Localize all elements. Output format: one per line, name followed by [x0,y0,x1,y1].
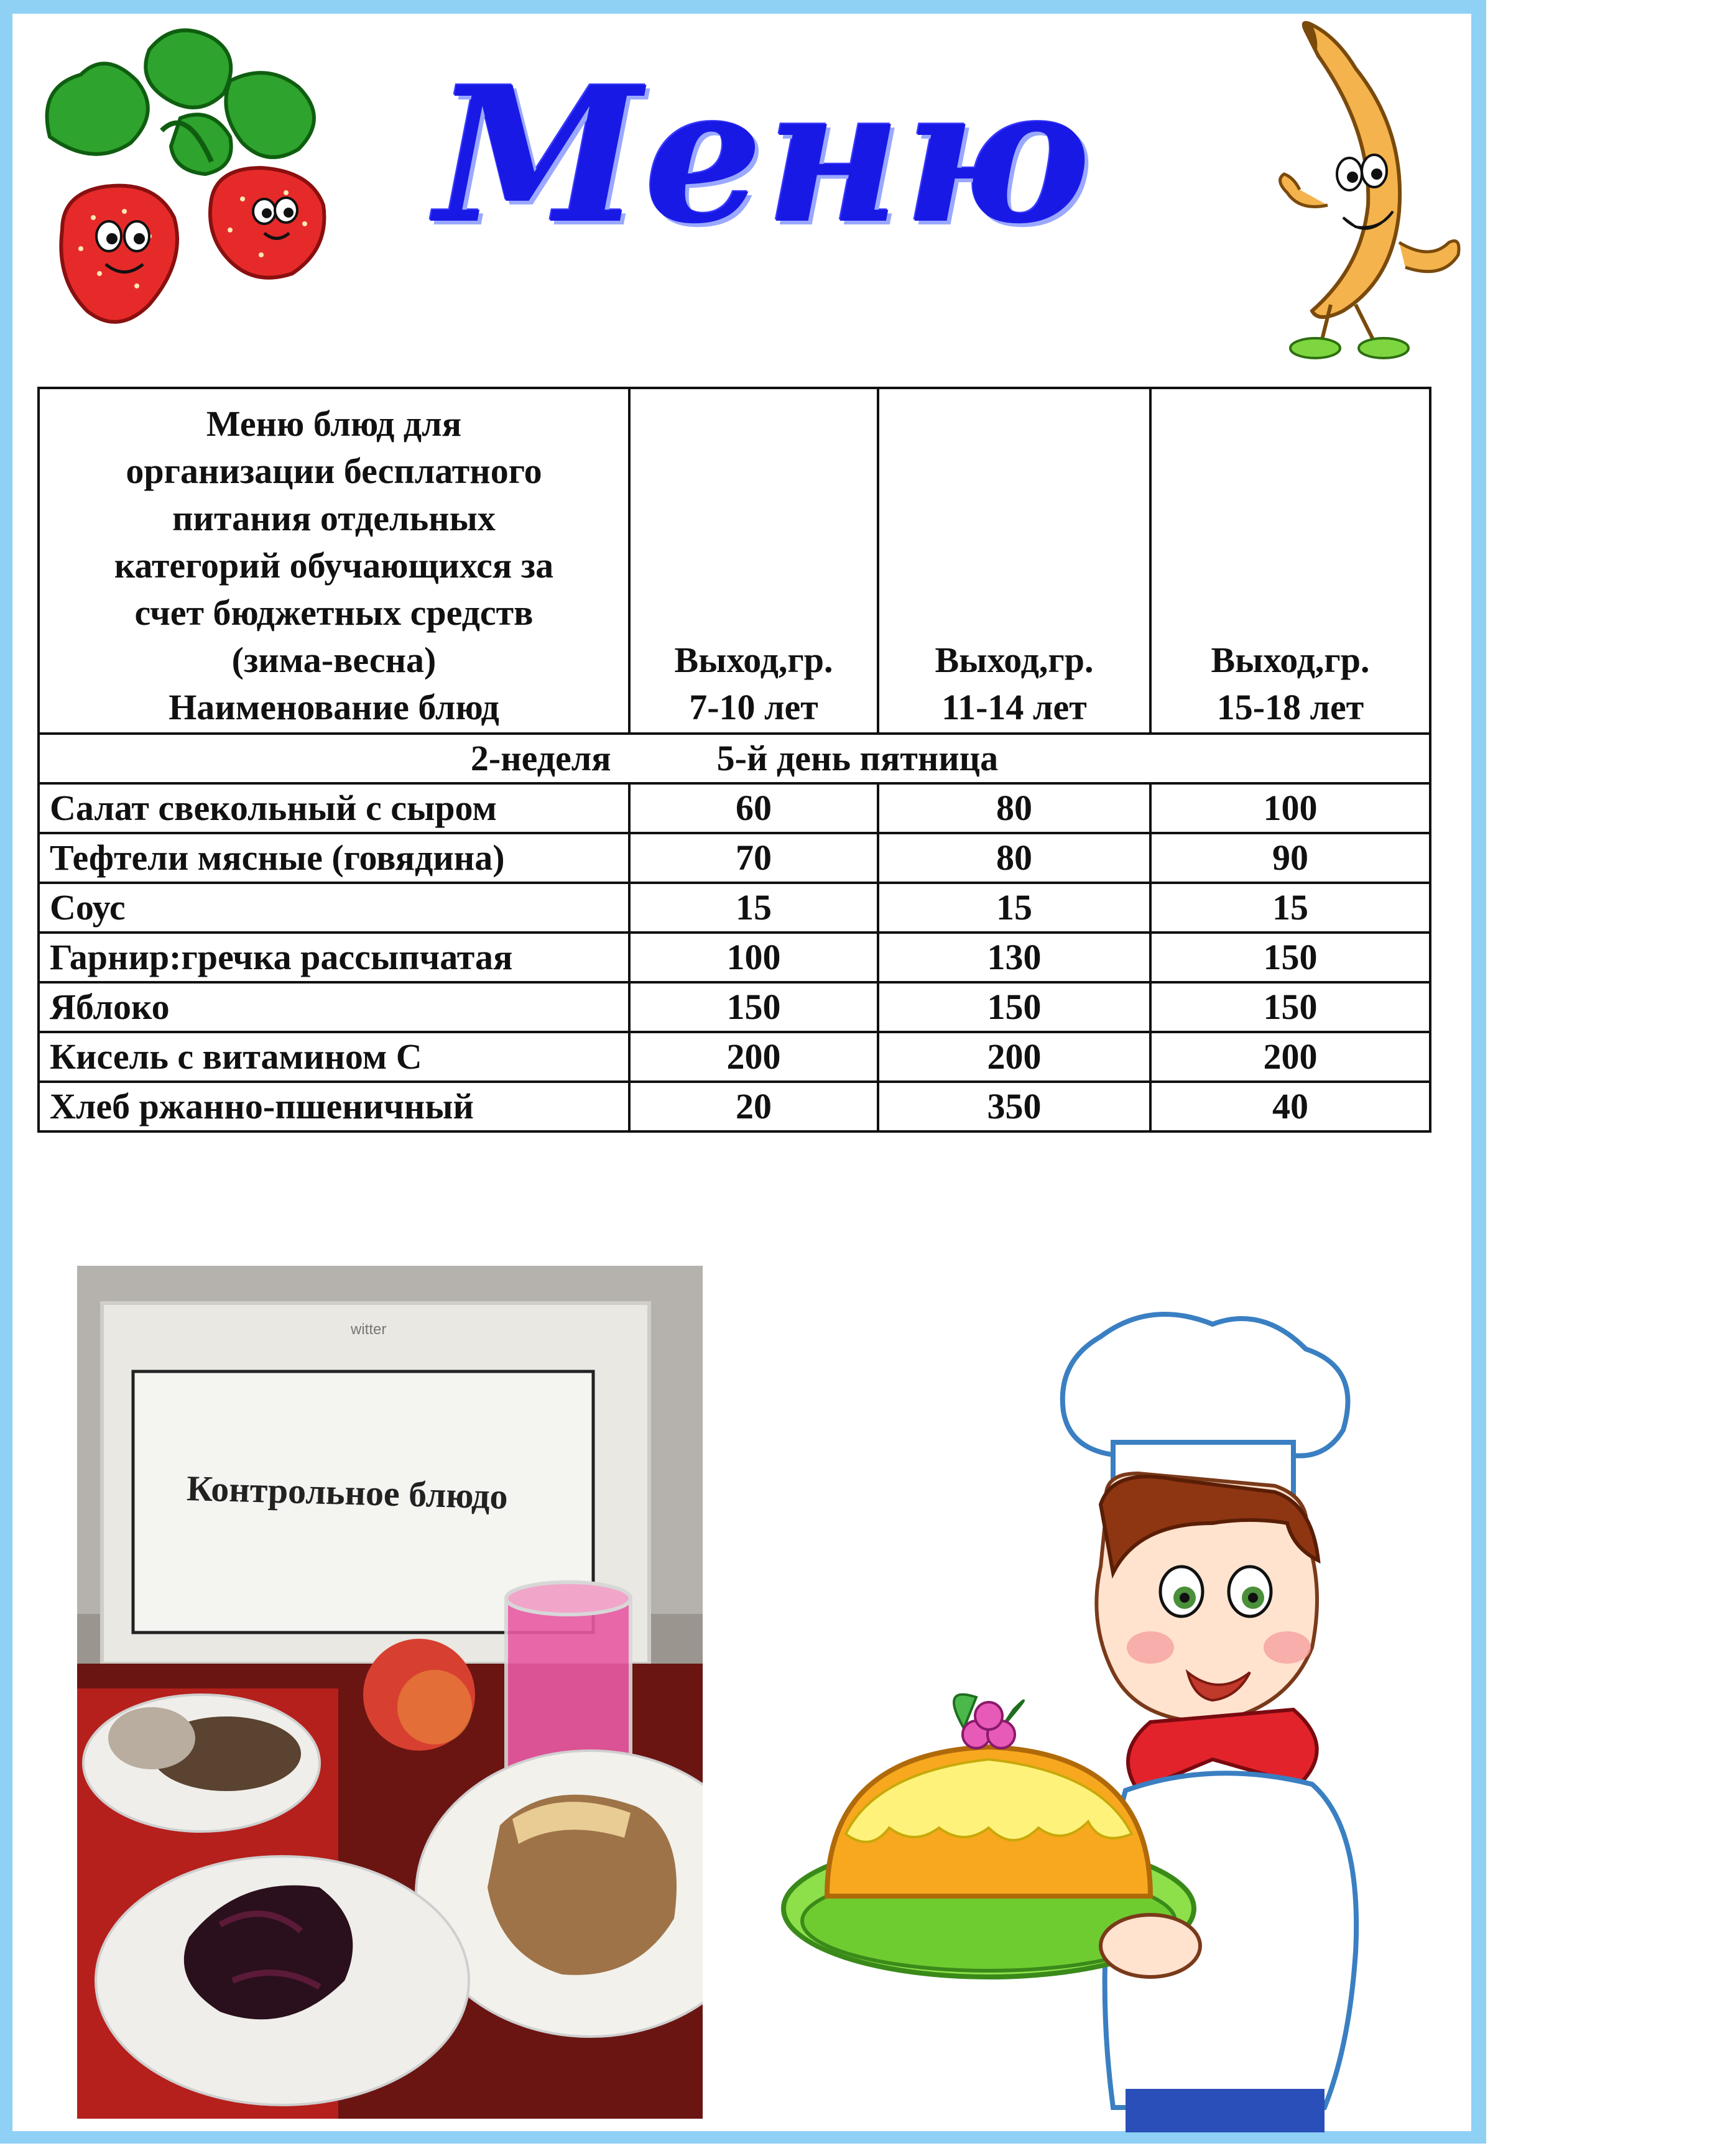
dish-name: Тефтели мясные (говядина) [39,833,629,883]
table-row [39,883,1430,933]
dish-name: Яблоко [39,982,629,1032]
portion-15-18: 100 [1150,783,1430,833]
portion-11-14: 80 [878,833,1150,883]
column-header-15-18 [1150,388,1430,734]
portion-7-10: 150 [629,982,878,1032]
column-header-line: 7-10 лет [689,687,818,727]
dish-name: Соус [39,883,629,933]
header-line: Меню блюд для [206,403,462,444]
dish-name: Кисель с витамином С [39,1032,629,1082]
portion-7-10: 20 [629,1082,878,1131]
control-dish-label: Контрольное блюдо [186,1468,509,1517]
header-line: категорий обучающихся за [114,545,554,586]
dish-name: Гарнир:гречка рассыпчатая [39,933,629,982]
table-row [39,1032,1430,1082]
photo-watermark: witter [351,1321,387,1338]
portion-11-14: 80 [878,783,1150,833]
table-row [39,1082,1430,1131]
day-label: 5-й день пятница [716,738,999,778]
portion-11-14: 350 [878,1082,1150,1131]
portion-7-10: 15 [629,883,878,933]
portion-7-10: 100 [629,933,878,982]
page-title: Меню [435,45,1094,265]
header-line: Наименование блюд [169,687,499,727]
portion-15-18: 90 [1150,833,1430,883]
banana-icon [1262,19,1474,367]
dish-name: Салат свекольный с сыром [39,783,629,833]
portion-15-18: 150 [1150,933,1430,982]
portion-15-18: 150 [1150,982,1430,1032]
table-row [39,783,1430,833]
table-header-row [39,388,1430,734]
dish-name: Хлеб ржанно-пшеничный [39,1082,629,1131]
portion-11-14: 15 [878,883,1150,933]
column-header-line: 11-14 лет [941,687,1087,727]
portion-11-14: 150 [878,982,1150,1032]
portion-15-18: 40 [1150,1082,1430,1131]
column-header-line: Выход,гр. [935,640,1094,680]
header-line: питания отдельных [172,498,496,538]
portion-7-10: 200 [629,1032,878,1082]
control-dish-photo [77,1266,703,2119]
column-header-line: Выход,гр. [674,640,833,680]
column-header-11-14 [878,388,1150,734]
portion-15-18: 15 [1150,883,1430,933]
table-header-description [39,388,629,734]
portion-11-14: 130 [878,933,1150,982]
column-header-7-10 [629,388,878,734]
portion-7-10: 60 [629,783,878,833]
week-day-cell [39,734,1430,783]
header-line: (зима-весна) [231,640,437,680]
table-row [39,982,1430,1032]
menu-table [37,387,1431,1133]
header-line: организации бесплатного [126,451,542,491]
column-header-line: Выход,гр. [1211,640,1370,680]
header-line: счет бюджетных средств [134,592,534,633]
table-row [39,833,1430,883]
portion-15-18: 200 [1150,1032,1430,1082]
column-header-line: 15-18 лет [1216,687,1364,727]
portion-11-14: 200 [878,1032,1150,1082]
week-day-row [39,734,1430,783]
table-row [39,933,1430,982]
week-label: 2-неделя [470,738,611,778]
strawberry-icon [25,12,373,348]
chef-icon [777,1299,1480,2132]
portion-7-10: 70 [629,833,878,883]
